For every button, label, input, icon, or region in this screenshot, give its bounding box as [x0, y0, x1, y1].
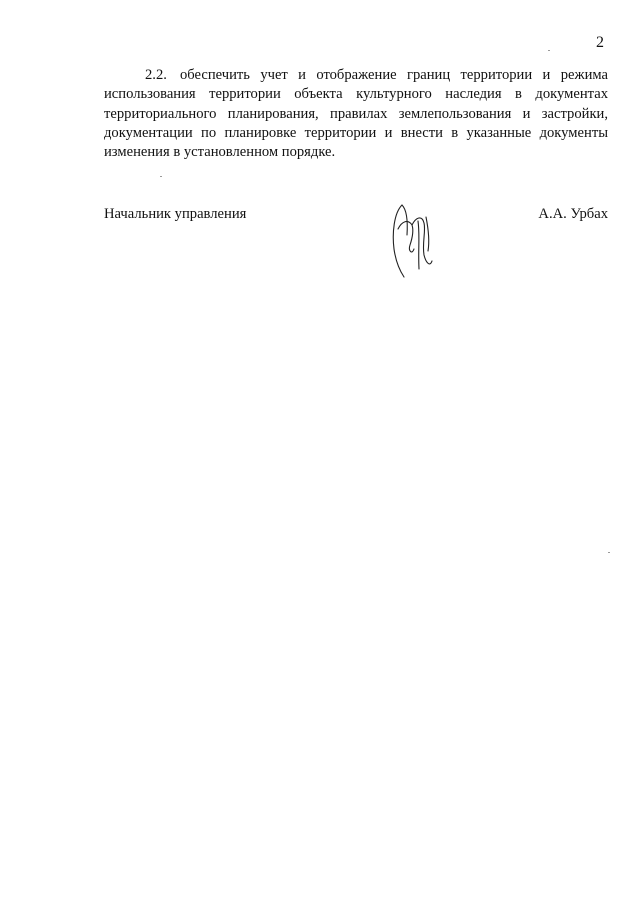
page-number: 2 — [596, 34, 604, 51]
clause-text: обеспечить учет и отображение границ территории и режима использования территории объекта культурного наследия в документах территориального планирования, правилах землепользования и застройки, документации по планировке территории и внести в указанные документы изменения в установленном порядке. — [104, 67, 608, 161]
handwritten-signature — [388, 199, 438, 281]
clause-paragraph — [104, 66, 608, 162]
signature-block — [104, 205, 608, 285]
signer-name: А.А. Урбах — [538, 206, 608, 222]
scan-speck — [548, 50, 550, 51]
scan-speck — [608, 552, 610, 553]
clause-number: 2.2. — [145, 67, 167, 83]
position-title: Начальник управления — [104, 206, 247, 222]
scan-speck — [160, 176, 162, 177]
